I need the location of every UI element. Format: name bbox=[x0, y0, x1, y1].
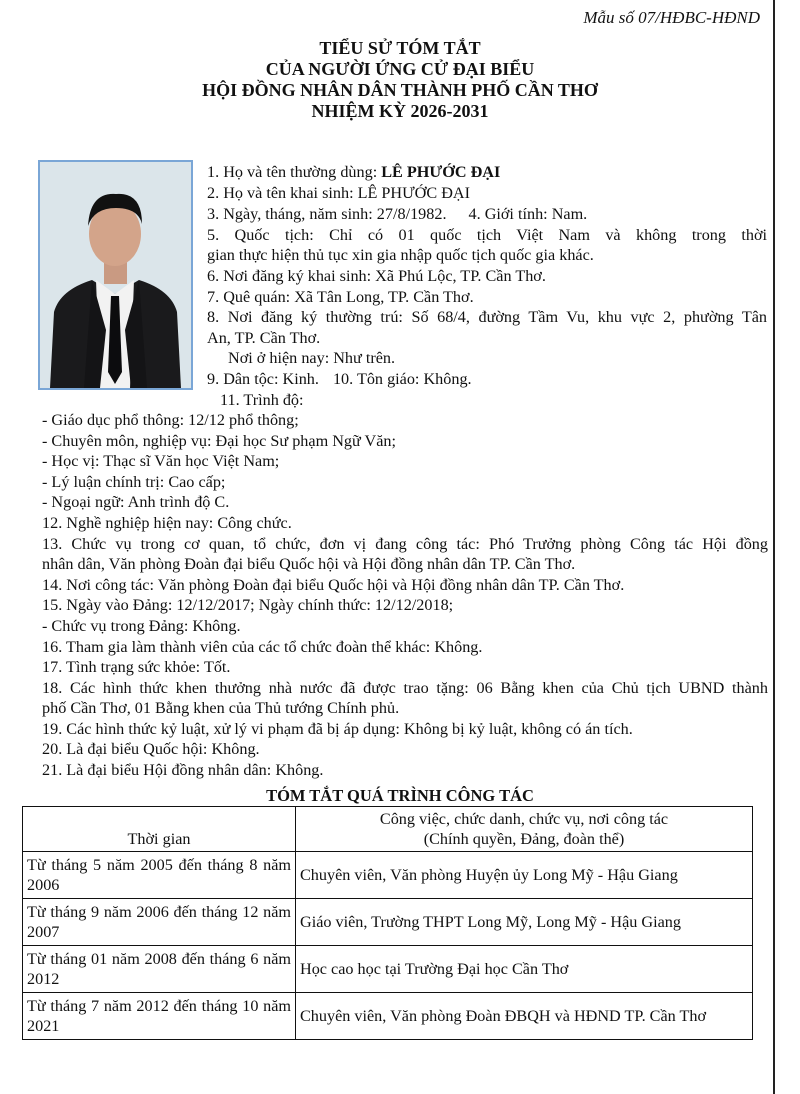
work-history-title: TÓM TẮT QUÁ TRÌNH CÔNG TÁC bbox=[266, 786, 534, 805]
full-name-value: LÊ PHƯỚC ĐẠI bbox=[381, 163, 501, 181]
education-degree: - Học vị: Thạc sĩ Văn học Việt Nam; bbox=[42, 452, 280, 470]
bio-birth-registration: 6. Nơi đăng ký khai sinh: Xã Phú Lộc, TP. Cần Thơ. bbox=[207, 267, 546, 285]
form-number: Mẫu số 07/HĐBC-HĐND bbox=[583, 8, 760, 27]
header-description-line2: (Chính quyền, Đảng, đoàn thể) bbox=[423, 830, 625, 848]
header-time: Thời gian bbox=[23, 807, 296, 852]
table-row bbox=[23, 899, 753, 946]
row-description: Học cao học tại Trường Đại học Cần Thơ bbox=[296, 946, 753, 993]
document-title bbox=[0, 38, 800, 122]
row-time: Từ tháng 01 năm 2008 đến tháng 6 năm 2012 bbox=[23, 946, 296, 993]
bio-party-dates: 15. Ngày vào Đảng: 12/12/2017; Ngày chính thức: 12/12/2018; bbox=[42, 596, 454, 614]
education-specialty: - Chuyên môn, nghiệp vụ: Đại học Sư phạm Ngữ Văn; bbox=[42, 432, 396, 450]
bio-hometown: 7. Quê quán: Xã Tân Long, TP. Cần Thơ. bbox=[207, 288, 474, 306]
bio-position-line1: 13. Chức vụ trong cơ quan, tổ chức, đơn vị đang công tác: Phó Trưởng phòng Công tác Hội đồng bbox=[42, 535, 768, 553]
full-name-label: 1. Họ và tên thường dùng: bbox=[207, 163, 382, 181]
bio-residence-line2: An, TP. Cần Thơ. bbox=[207, 329, 321, 347]
table-row bbox=[23, 946, 753, 993]
header-description-line1: Công việc, chức danh, chức vụ, nơi công tác bbox=[379, 810, 669, 828]
bio-awards-line1: 18. Các hình thức khen thưởng nhà nước đã được trao tặng: 06 Bằng khen của Chủ tịch UBND thành bbox=[42, 679, 768, 697]
gender-text: 4. Giới tính: Nam. bbox=[468, 205, 588, 223]
row-time: Từ tháng 7 năm 2012 đến tháng 10 năm 2021 bbox=[23, 993, 296, 1040]
bio-birth-date bbox=[207, 204, 767, 224]
bio-ethnicity-religion bbox=[207, 369, 767, 389]
bio-health: 17. Tình trạng sức khỏe: Tốt. bbox=[42, 658, 231, 676]
bio-national-assembly: 20. Là đại biểu Quốc hội: Không. bbox=[42, 740, 260, 758]
bio-nationality-line2: gian thực hiện thủ tục xin gia nhập quốc tịch quốc gia khác. bbox=[207, 246, 594, 264]
bio-party-position: - Chức vụ trong Đảng: Không. bbox=[42, 617, 241, 635]
title-line: TIỂU SỬ TÓM TẮT bbox=[319, 38, 481, 58]
education-general: - Giáo dục phổ thông: 12/12 phổ thông; bbox=[42, 411, 299, 429]
bio-awards-line2: phố Cần Thơ, 01 Bằng khen của Thủ tướng Chính phủ. bbox=[42, 699, 400, 717]
table-header-row bbox=[23, 807, 753, 852]
title-line: NHIỆM KỲ 2026-2031 bbox=[311, 101, 489, 121]
bio-workplace: 14. Nơi công tác: Văn phòng Đoàn đại biểu Quốc hội và Hội đồng nhân dân TP. Cần Thơ. bbox=[42, 576, 625, 594]
education-political: - Lý luận chính trị: Cao cấp; bbox=[42, 473, 226, 491]
row-description: Chuyên viên, Văn phòng Huyện ủy Long Mỹ - Hậu Giang bbox=[296, 852, 753, 899]
portrait-photo bbox=[38, 160, 193, 390]
header-description bbox=[296, 807, 753, 852]
title-line: HỘI ĐỒNG NHÂN DÂN THÀNH PHỐ CẦN THƠ bbox=[202, 80, 598, 100]
religion-text: 10. Tôn giáo: Không. bbox=[332, 370, 472, 388]
bio-nationality-line1: 5. Quốc tịch: Chỉ có 01 quốc tịch Việt Nam và không trong thời bbox=[207, 226, 767, 244]
education-language: - Ngoại ngữ: Anh trình độ C. bbox=[42, 493, 230, 511]
work-history-table bbox=[22, 806, 753, 1040]
bio-discipline: 19. Các hình thức kỷ luật, xử lý vi phạm đã bị áp dụng: Không bị kỷ luật, không có án tích. bbox=[42, 720, 633, 738]
row-description: Giáo viên, Trường THPT Long Mỹ, Long Mỹ - Hậu Giang bbox=[296, 899, 753, 946]
row-time: Từ tháng 5 năm 2005 đến tháng 8 năm 2006 bbox=[23, 852, 296, 899]
birth-date-text: 3. Ngày, tháng, năm sinh: 27/8/1982. bbox=[207, 205, 447, 223]
title-line: CỦA NGƯỜI ỨNG CỬ ĐẠI BIỂU bbox=[265, 59, 535, 79]
bio-peoples-council: 21. Là đại biểu Hội đồng nhân dân: Không. bbox=[42, 761, 324, 779]
row-description: Chuyên viên, Văn phòng Đoàn ĐBQH và HĐND TP. Cần Thơ bbox=[296, 993, 753, 1040]
page-border bbox=[773, 0, 775, 1094]
row-time: Từ tháng 9 năm 2006 đến tháng 12 năm 2007 bbox=[23, 899, 296, 946]
table-row bbox=[23, 993, 753, 1040]
bio-position-line2: nhân dân, Văn phòng Đoàn đại biểu Quốc hội và Hội đồng nhân dân TP. Cần Thơ. bbox=[42, 555, 576, 573]
bio-current-address: Nơi ở hiện nay: Như trên. bbox=[228, 349, 396, 367]
bio-birth-name: 2. Họ và tên khai sinh: LÊ PHƯỚC ĐẠI bbox=[207, 184, 470, 202]
ethnicity-text: 9. Dân tộc: Kinh. bbox=[207, 370, 319, 388]
bio-occupation: 12. Nghề nghiệp hiện nay: Công chức. bbox=[42, 514, 292, 532]
bio-full-name bbox=[207, 162, 767, 182]
bio-organizations: 16. Tham gia làm thành viên của các tổ chức đoàn thể khác: Không. bbox=[42, 638, 483, 656]
bio-education-heading: 11. Trình độ: bbox=[220, 391, 304, 409]
table-row bbox=[23, 852, 753, 899]
bio-residence-line1: 8. Nơi đăng ký thường trú: Số 68/4, đường Tầm Vu, khu vực 2, phường Tân bbox=[207, 308, 767, 326]
